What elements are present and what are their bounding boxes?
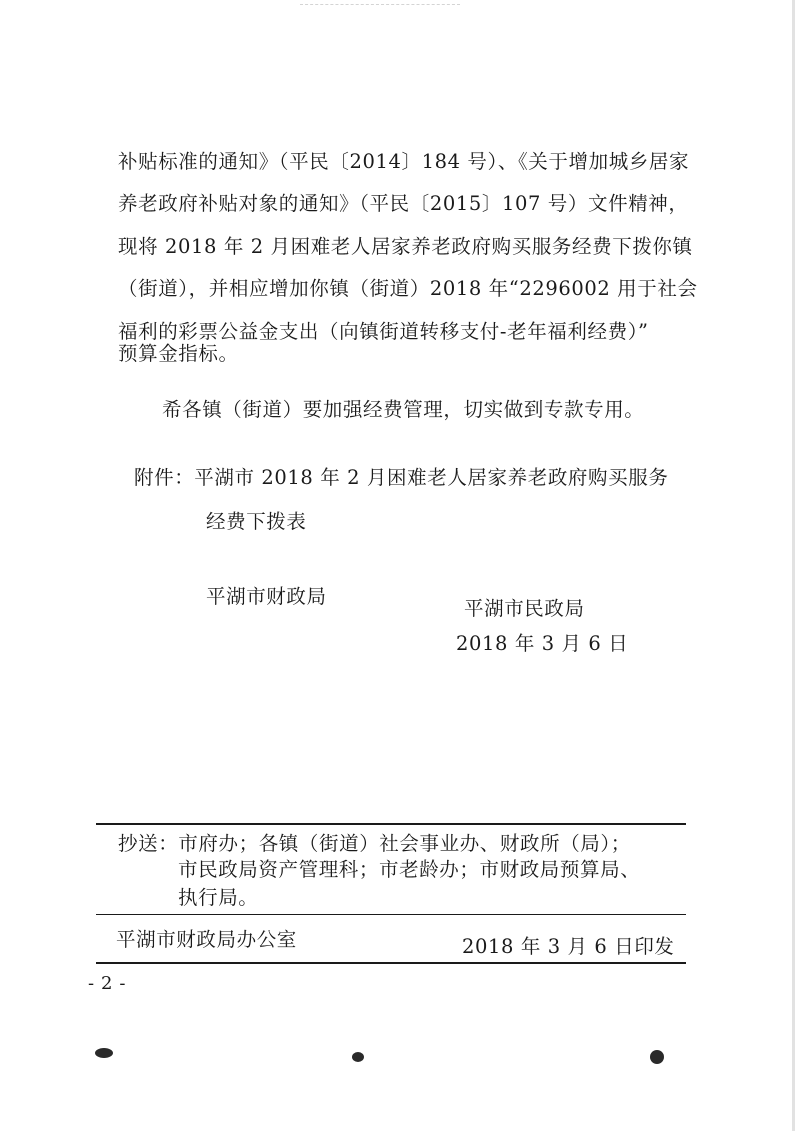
cc-bottom-rule xyxy=(96,914,686,915)
attachment-line-1: 附件：平湖市 2018 年 2 月困难老人居家养老政府购买服务 xyxy=(134,466,669,489)
footer-bottom-rule xyxy=(96,962,686,964)
binding-hole-mark xyxy=(650,1050,664,1064)
binding-hole-mark xyxy=(352,1052,364,1062)
body-line: 福利的彩票公益金支出（向镇街道转移支付-老年福利经费）” xyxy=(118,320,649,343)
page-number: - 2 - xyxy=(88,973,127,994)
scan-top-edge xyxy=(300,4,460,13)
body-line: 补贴标准的通知》（平民〔2014〕184 号）、《关于增加城乡居家 xyxy=(118,150,690,173)
signature-civil-affairs-bureau: 平湖市民政局 xyxy=(464,597,585,620)
scan-edge xyxy=(792,0,795,1131)
footer-issuer: 平湖市财政局办公室 xyxy=(116,928,297,951)
cc-line-1: 抄送：市府办；各镇（街道）社会事业办、财政所（局）； xyxy=(118,832,631,855)
body-paragraph-2: 希各镇（街道）要加强经费管理，切实做到专款专用。 xyxy=(162,398,645,421)
binding-hole-mark xyxy=(95,1048,113,1058)
footer-issue-date: 2018 年 3 月 6 日印发 xyxy=(462,935,675,958)
attachment-line-2: 经费下拨表 xyxy=(206,510,307,533)
cc-top-rule xyxy=(96,823,686,825)
body-line: （街道），并相应增加你镇（街道）2018 年“2296002 用于社会 xyxy=(118,277,698,300)
cc-line-2: 市民政局资产管理科；市老龄办；市财政局预算局、 xyxy=(178,858,641,881)
cc-line-3: 执行局。 xyxy=(178,886,259,909)
signature-date: 2018 年 3 月 6 日 xyxy=(456,632,629,655)
body-line: 预算金指标。 xyxy=(118,342,239,365)
body-line: 现将 2018 年 2 月困难老人居家养老政府购买服务经费下拨你镇 xyxy=(118,235,693,258)
body-line: 养老政府补贴对象的通知》（平民〔2015〕107 号）文件精神， xyxy=(118,192,689,215)
signature-finance-bureau: 平湖市财政局 xyxy=(206,585,327,608)
